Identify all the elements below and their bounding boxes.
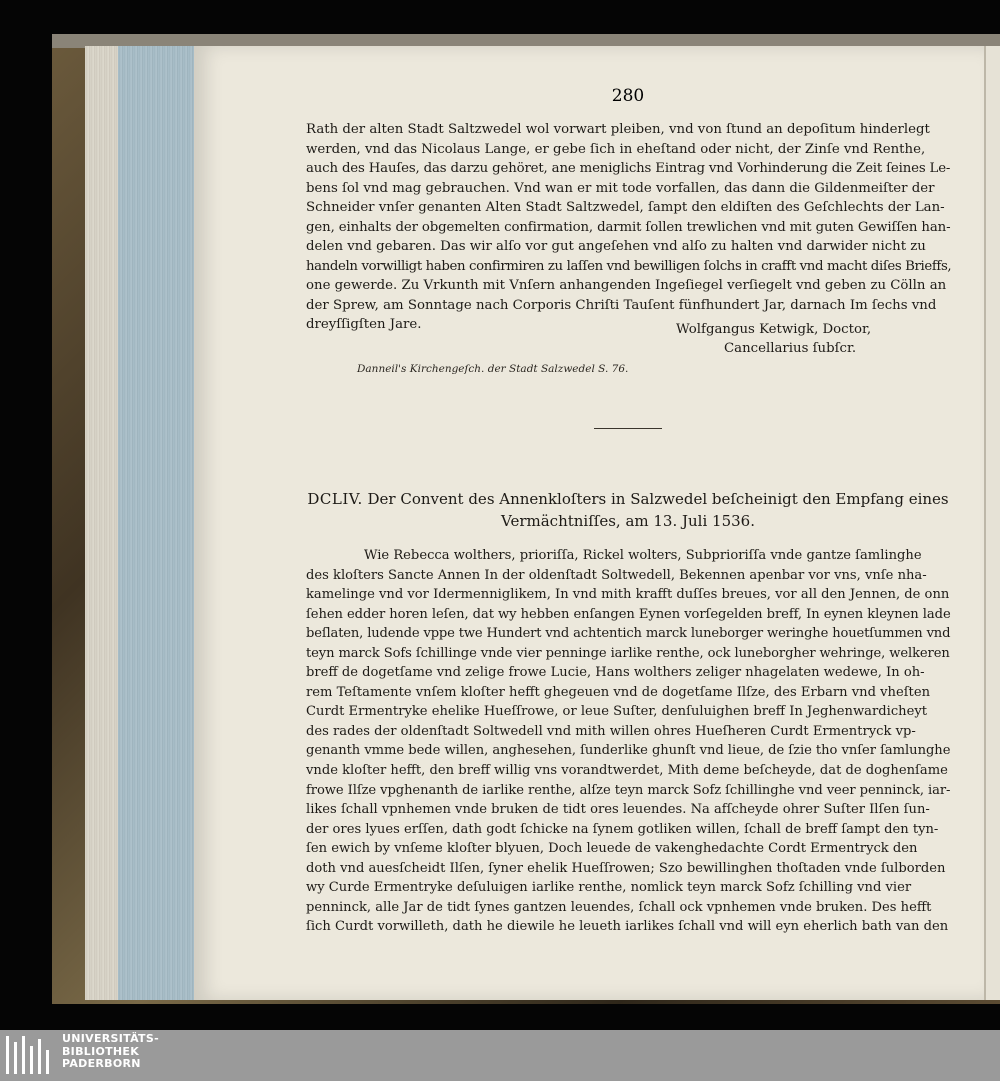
heading-line-1: [306, 488, 950, 510]
heading-number: DCLIV.: [307, 490, 363, 508]
text-line: teyn marck Sofs ſchillinge vnde vier penninge iarlike renthe, ock luneborgher wehringe, welkeren: [306, 645, 950, 661]
text-line: des rades der oldenſtadt Soltwedell vnd mith willen ohres Hueſheren Curdt Ermentryck vp-: [306, 723, 916, 739]
text-line: ſen ewich by vnſeme kloſter blyuen, Doch leuede de vakenghedachte Cordt Ermentryck den: [306, 841, 918, 857]
text-line: likes ſchall vpnhemen vnde bruken de tidt ores leuendes. Na afſcheyde ohrer Suſter Ilſen ſun-: [306, 802, 930, 818]
library-name-line: PADERBORN: [62, 1057, 141, 1070]
text-line: doth vnd auesſcheidt Ilſen, ſyner ehelik Hueſſrowen; Szo bewillinghen thoſtaden vnde ſulborden: [306, 860, 946, 876]
text-line: frowe Ilſze vpghenanth de iarlike renthe, alſze teyn marck Sofz ſchillinghe vnd veer penninck, iar-: [306, 782, 951, 798]
text-line: dreyſſigſten Jare.: [306, 317, 422, 332]
heading-line-2: Vermächtniſſes, am 13. Juli 1536.: [501, 512, 755, 530]
text-line: kamelinge vnd vor Idermenniglikem, In vnd mith krafft duſſes breues, vor all den Jennen, de onn: [306, 587, 950, 603]
signature-name: Wolfgangus Ketwigk, Doctor,: [676, 322, 872, 337]
page-right-edge: [984, 46, 1000, 1000]
text-line: handeln vorwilligt haben confirmiren zu laſſen vnd bewilligen ſolchs in crafft vnd macht diſes Brieffs,: [306, 258, 952, 274]
text-line: gen, einhalts der obgemelten confirmation, darmit ſollen trewlichen vnd mit guten Gewiſſen han-: [306, 219, 951, 235]
text-line: Wie Rebecca wolthers, prioriſſa, Rickel wolters, Subprioriſſa vnde gantze ſamlinghe: [364, 548, 922, 563]
text-line: auch des Hauſes, das darzu gehöret, ane meniglichs Eintrag vnd Vorhinderung die Zeit ſeines Le-: [306, 161, 951, 176]
text-line: werden, vnd das Nicolaus Lange, er gebe ſich in eheſtand oder nicht, der Zinſe vnd Renthe,: [306, 141, 926, 157]
text-line: one gewerde. Zu Vrkunth mit Vnſern anhangenden Ingeſiegel verſiegelt vnd geben zu Cölln an: [306, 278, 947, 293]
library-name-line: UNIVERSITÄTS-: [62, 1032, 159, 1045]
text-line: ſich Curdt vorwilleth, dath he diewile he leueth iarlikes ſchall vnd will eyn eherlich bath van den: [306, 919, 949, 935]
text-line: ſehen edder horen leſen, dat wy hebben enſangen Eynen vorſegelden breff, In eynen kleynen lade: [306, 606, 951, 622]
section-divider: [594, 428, 662, 429]
text-line: der Sprew, am Sonntage nach Corporis Chriſti Tauſent fünfhundert Jar, darnach Im ſechs vnd: [306, 297, 937, 313]
text-line: beſlaten, ludende vppe twe Hundert vnd achtentich marck luneborger weringhe houetſummen vnd: [306, 626, 951, 642]
text-line: breff de dogetſame vnd zelige frowe Lucie, Hans wolthers zeliger nhagelaten wedewe, In oh-: [306, 665, 925, 681]
library-name-line: BIBLIOTHEK: [62, 1044, 140, 1058]
signature-title: Cancellarius ſubſcr.: [724, 341, 857, 356]
text-line: Curdt Ermentryke ehelike Hueſſrowe, or leue Suſter, denſuluighen breff In Jeghenwardicheyt: [306, 704, 927, 720]
paragraph-1: [306, 120, 950, 335]
source-citation: Danneil's Kirchengeſch. der Stadt Salzwedel S. 76.: [357, 363, 629, 375]
paragraph-2: [306, 546, 950, 937]
library-name: [62, 1033, 159, 1071]
text-line: genanth vmme bede willen, anghesehen, ſunderlike ghunſt vnd lieue, de ſzie tho vnſer ſamlunghe: [306, 743, 951, 759]
text-line: Schneider vnſer genanten Alten Stadt Saltzwedel, ſampt den eldiſten des Geſchlechts der Lan-: [306, 200, 945, 215]
text-line: wy Curde Ermentryke deſuluigen iarlike renthe, nomlick teyn marck Sofz ſchilling vnd vier: [306, 880, 912, 896]
text-line: bens ſol vnd mag gebrauchen. Vnd wan er mit tode vorfallen, das dann die Gildenmeiſter der: [306, 180, 935, 196]
text-line: der ores lyues erſſen, dath godt ſchicke na ſynem gotliken willen, ſchall de breff ſampt den tyn-: [306, 821, 939, 837]
text-line: Rath der alten Stadt Saltzwedel wol vorwart pleiben, vnd von ſtund an depoſitum hinderlegt: [306, 122, 930, 137]
heading-title: Der Convent des Annenkloſters in Salzwedel beſcheinigt den Empfang eines: [367, 490, 949, 508]
page-edge-stack: [118, 46, 194, 1000]
page-number: 280: [611, 86, 645, 106]
text-line: des kloſters Sancte Annen In der oldenſtadt Soltwedell, Bekennen apenbar vor vns, vnſe nha-: [306, 567, 927, 583]
text-line: penninck, alle Jar de tidt ſynes gantzen leuendes, ſchall ock vpnhemen vnde bruken. Des hefft: [306, 899, 932, 915]
library-logo-icon: [6, 1036, 52, 1074]
text-line: rem Teſtamente vnſem kloſter hefft ghegeuen vnd de dogetſame Ilſze, des Erbarn vnd vheſten: [306, 684, 930, 700]
text-line: vnde kloſter hefft, den breff willig vns vorandtwerdet, Mith deme beſcheyde, dat de doghenſame: [306, 763, 948, 779]
text-line: delen vnd gebaren. Das wir alſo vor gut angeſehen vnd alſo zu halten vnd darwider nicht zu: [306, 239, 926, 254]
section-heading: [306, 488, 950, 532]
